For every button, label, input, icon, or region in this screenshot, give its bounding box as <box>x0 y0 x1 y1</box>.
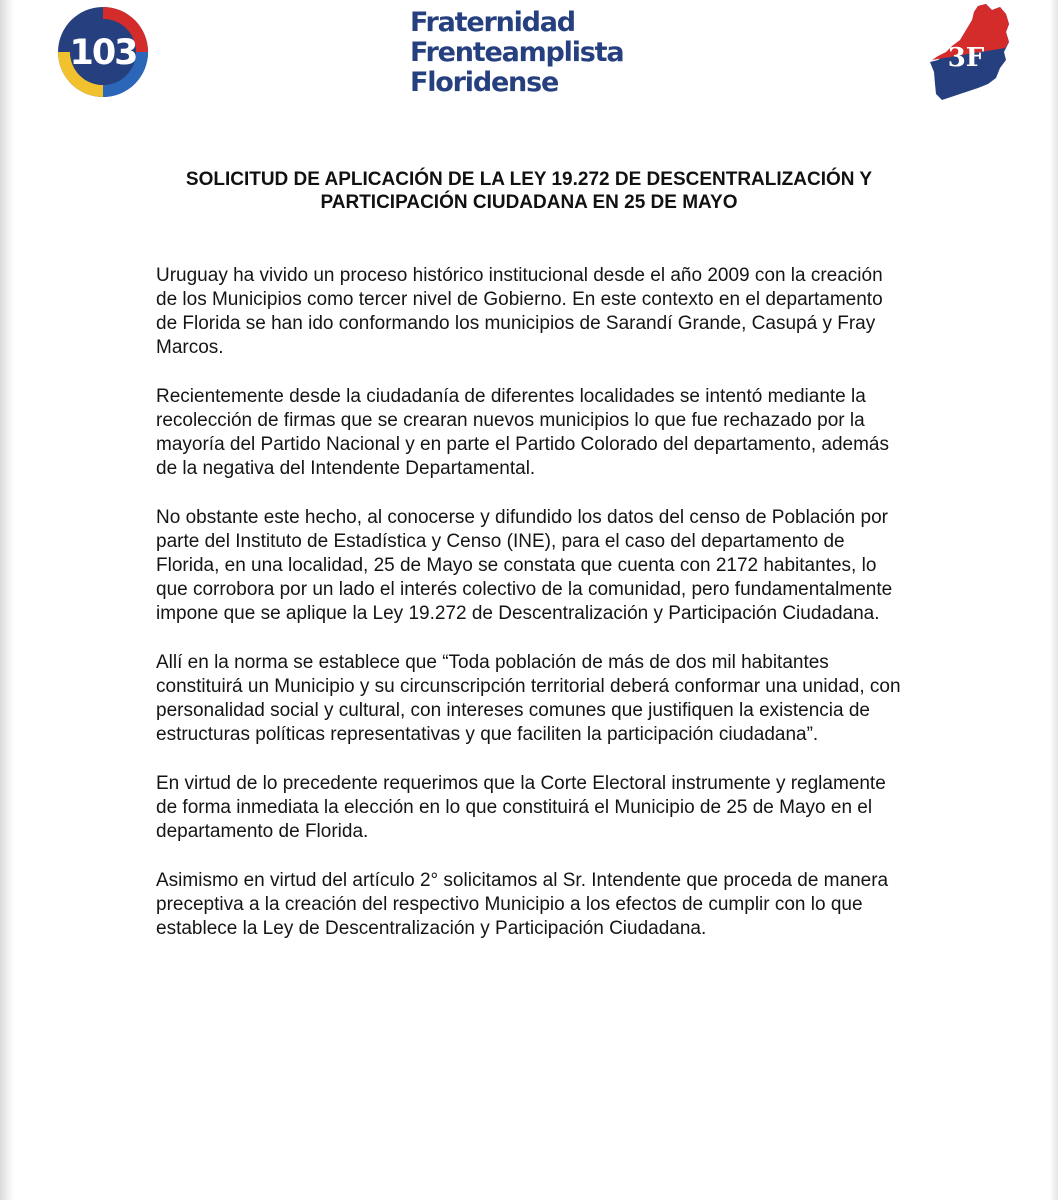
document-title: SOLICITUD DE APLICACIÓN DE LA LEY 19.272 DE DESCENTRALIZACIÓN Y PARTICIPACIÓN CIUDADANA EN 25 DE MAYO <box>185 169 873 213</box>
logo-3f-icon <box>926 2 1012 102</box>
page-left-shadow <box>0 0 14 1200</box>
logo-fraternidad <box>410 8 650 98</box>
paragraph-1: Uruguay ha vivido un proceso histórico institucional desde el año 2009 con la creación de los Municipios como tercer nivel de Gobierno. En este contexto en el departamento de Florida se han ido conformando los municipios de Sarandí Grande, Casupá y Fray Marcos. <box>156 265 883 358</box>
paragraph-3: No obstante este hecho, al conocerse y difundido los datos del censo de Población por parte del Instituto de Estadística y Censo (INE), para el caso del departamento de Florida, en una localidad, 25 de Mayo se constata que cuenta con 2172 habitantes, lo que corrobora por un lado el interés colectivo de la comunidad, pero fundamentalmente impone que se aplique la Ley 19.272 de Descentralización y Participación Ciudadana. <box>156 507 893 624</box>
document-body <box>156 264 906 966</box>
paragraph-6: Asimismo en virtud del artículo 2° solicitamos al Sr. Intendente que proceda de manera preceptiva a la creación del respectivo Municipio a los efectos de cumplir con lo que establece la Ley de Descentralización y Participación Ciudadana. <box>156 870 889 939</box>
paragraph-2: Recientemente desde la ciudadanía de diferentes localidades se intentó mediante la recolección de firmas que se crearan nuevos municipios lo que fue rechazado por la mayoría del Partido Nacional y en parte el Partido Colorado del departamento, además de la negativa del Intendente Departamental. <box>156 386 889 479</box>
logo-title-line-2: Frenteamplista <box>410 37 624 68</box>
logo-103-icon <box>57 6 149 98</box>
logo-title-line-3: Floridense <box>410 67 559 98</box>
paragraph-5: En virtud de lo precedente requerimos que la Corte Electoral instrumente y reglamente de forma inmediata la elección en lo que constituirá el Municipio de 25 de Mayo en el departamento de Florida. <box>156 773 886 842</box>
page-right-shadow <box>1050 0 1058 1200</box>
paragraph-4: Allí en la norma se establece que “Toda población de más de dos mil habitantes constituirá un Municipio y su circunscripción territorial deberá conformar una unidad, con personalidad social y cultural, con intereses comunes que justifiquen la existencia de estructuras políticas representativas y que faciliten la participación ciudadana”. <box>156 652 901 745</box>
logo-103-text: 103 <box>69 33 137 73</box>
logo-3f-text: 3F <box>947 43 985 73</box>
logo-title-line-1: Fraternidad <box>410 7 575 38</box>
